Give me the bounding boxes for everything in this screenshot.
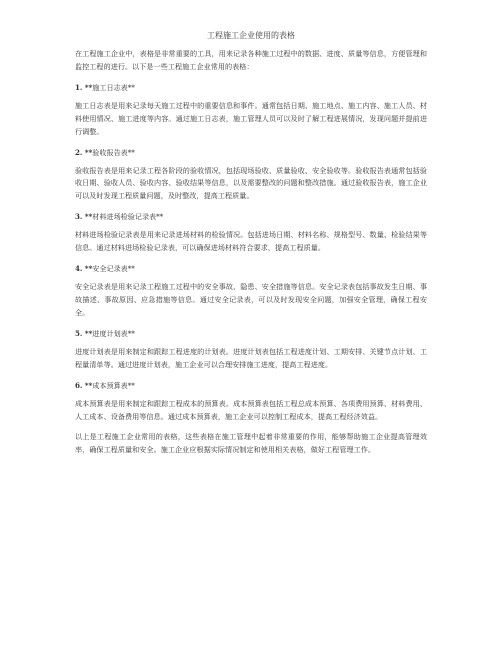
section-heading	[75, 211, 427, 223]
section-title: 验收报告表**	[92, 147, 135, 157]
section-heading	[75, 380, 427, 392]
section-body: 进度计划表是用来制定和跟踪工程进度的计划表。进度计划表包括工程进度计划、工期安排、关键节点计划、工程量清单等。通过进度计划表，施工企业可以合理安排施工进度，提高工程进度。	[75, 346, 427, 369]
section-number: 5. **	[75, 328, 93, 338]
section-body: 成本预算表是用来制定和跟踪工程成本的预算表。成本预算表包括工程总成本预算、各项费用预算、材料费用、人工成本、设备费用等信息。通过成本预算表，施工企业可以控制工程成本，提高工程经济效益。	[75, 398, 427, 421]
section-cost-budget	[75, 380, 427, 424]
section-body: 施工日志表是用来记录每天施工过程中的重要信息和事件。通常包括日期、施工地点、施工内容、施工人员、材料使用情况、施工进度等内容。通过施工日志表，施工管理人员可以及时了解工程进展情况，发现问题并提前进行调整。	[75, 100, 427, 136]
intro-paragraph: 在工程施工企业中，表格是非常重要的工具，用来记录各种施工过程中的数据、进度、质量等信息，方便管理和监控工程的进行。以下是一些工程施工企业常用的表格：	[75, 49, 427, 71]
section-heading	[75, 263, 427, 275]
section-acceptance-report	[75, 147, 427, 204]
document-title: 工程施工企业使用的表格	[207, 31, 295, 40]
section-body: 材料进场检验记录表是用来记录进场材料的检验情况。包括进场日期、材料名称、规格型号、数量、检验结果等信息。通过材料进场检验记录表，可以确保进场材料符合要求，提高工程质量。	[75, 230, 427, 253]
section-heading	[75, 328, 427, 340]
section-schedule-plan	[75, 328, 427, 372]
section-number: 4. **	[75, 264, 93, 274]
section-heading	[75, 147, 427, 159]
section-safety-record	[75, 263, 427, 320]
section-number: 3. **	[75, 212, 93, 222]
section-construction-log	[75, 82, 427, 139]
section-body: 安全记录表是用来记录工程施工过程中的安全事故、隐患、安全措施等信息。安全记录表包括事故发生日期、事故描述、事故原因、应急措施等信息。通过安全记录表，可以及时发现安全问题，加强安全管理，确保工程安全。	[75, 282, 427, 317]
section-title: 进度计划表**	[92, 328, 135, 338]
section-title: 施工日志表**	[92, 82, 135, 92]
document-page	[75, 30, 427, 465]
section-number: 6. **	[75, 380, 93, 390]
conclusion-paragraph: 以上是工程施工企业常用的表格，这些表格在施工管理中起着非常重要的作用，能够帮助施工企业提高管理效率，确保工程质量和安全。施工企业应根据实际情况制定和使用相关表格，做好工程管理工作。	[75, 432, 427, 455]
section-number: 2. **	[75, 147, 93, 157]
section-title: 安全记录表**	[92, 264, 135, 274]
section-number: 1. **	[75, 82, 93, 92]
section-material-inspection	[75, 211, 427, 255]
section-body: 验收报告表是用来记录工程各阶段的验收情况，包括现场验收、质量验收、安全验收等。验收报告表通常包括验收日期、验收人员、验收内容、验收结果等信息，以及需要整改的问题和整改措施。通过验收报告表，施工企业可以及时发现工程质量问题，及时整改，提高工程质量。	[75, 165, 427, 201]
section-title: 材料进场检验记录表**	[92, 212, 164, 222]
section-heading	[75, 82, 427, 94]
section-title: 成本预算表**	[92, 380, 135, 390]
